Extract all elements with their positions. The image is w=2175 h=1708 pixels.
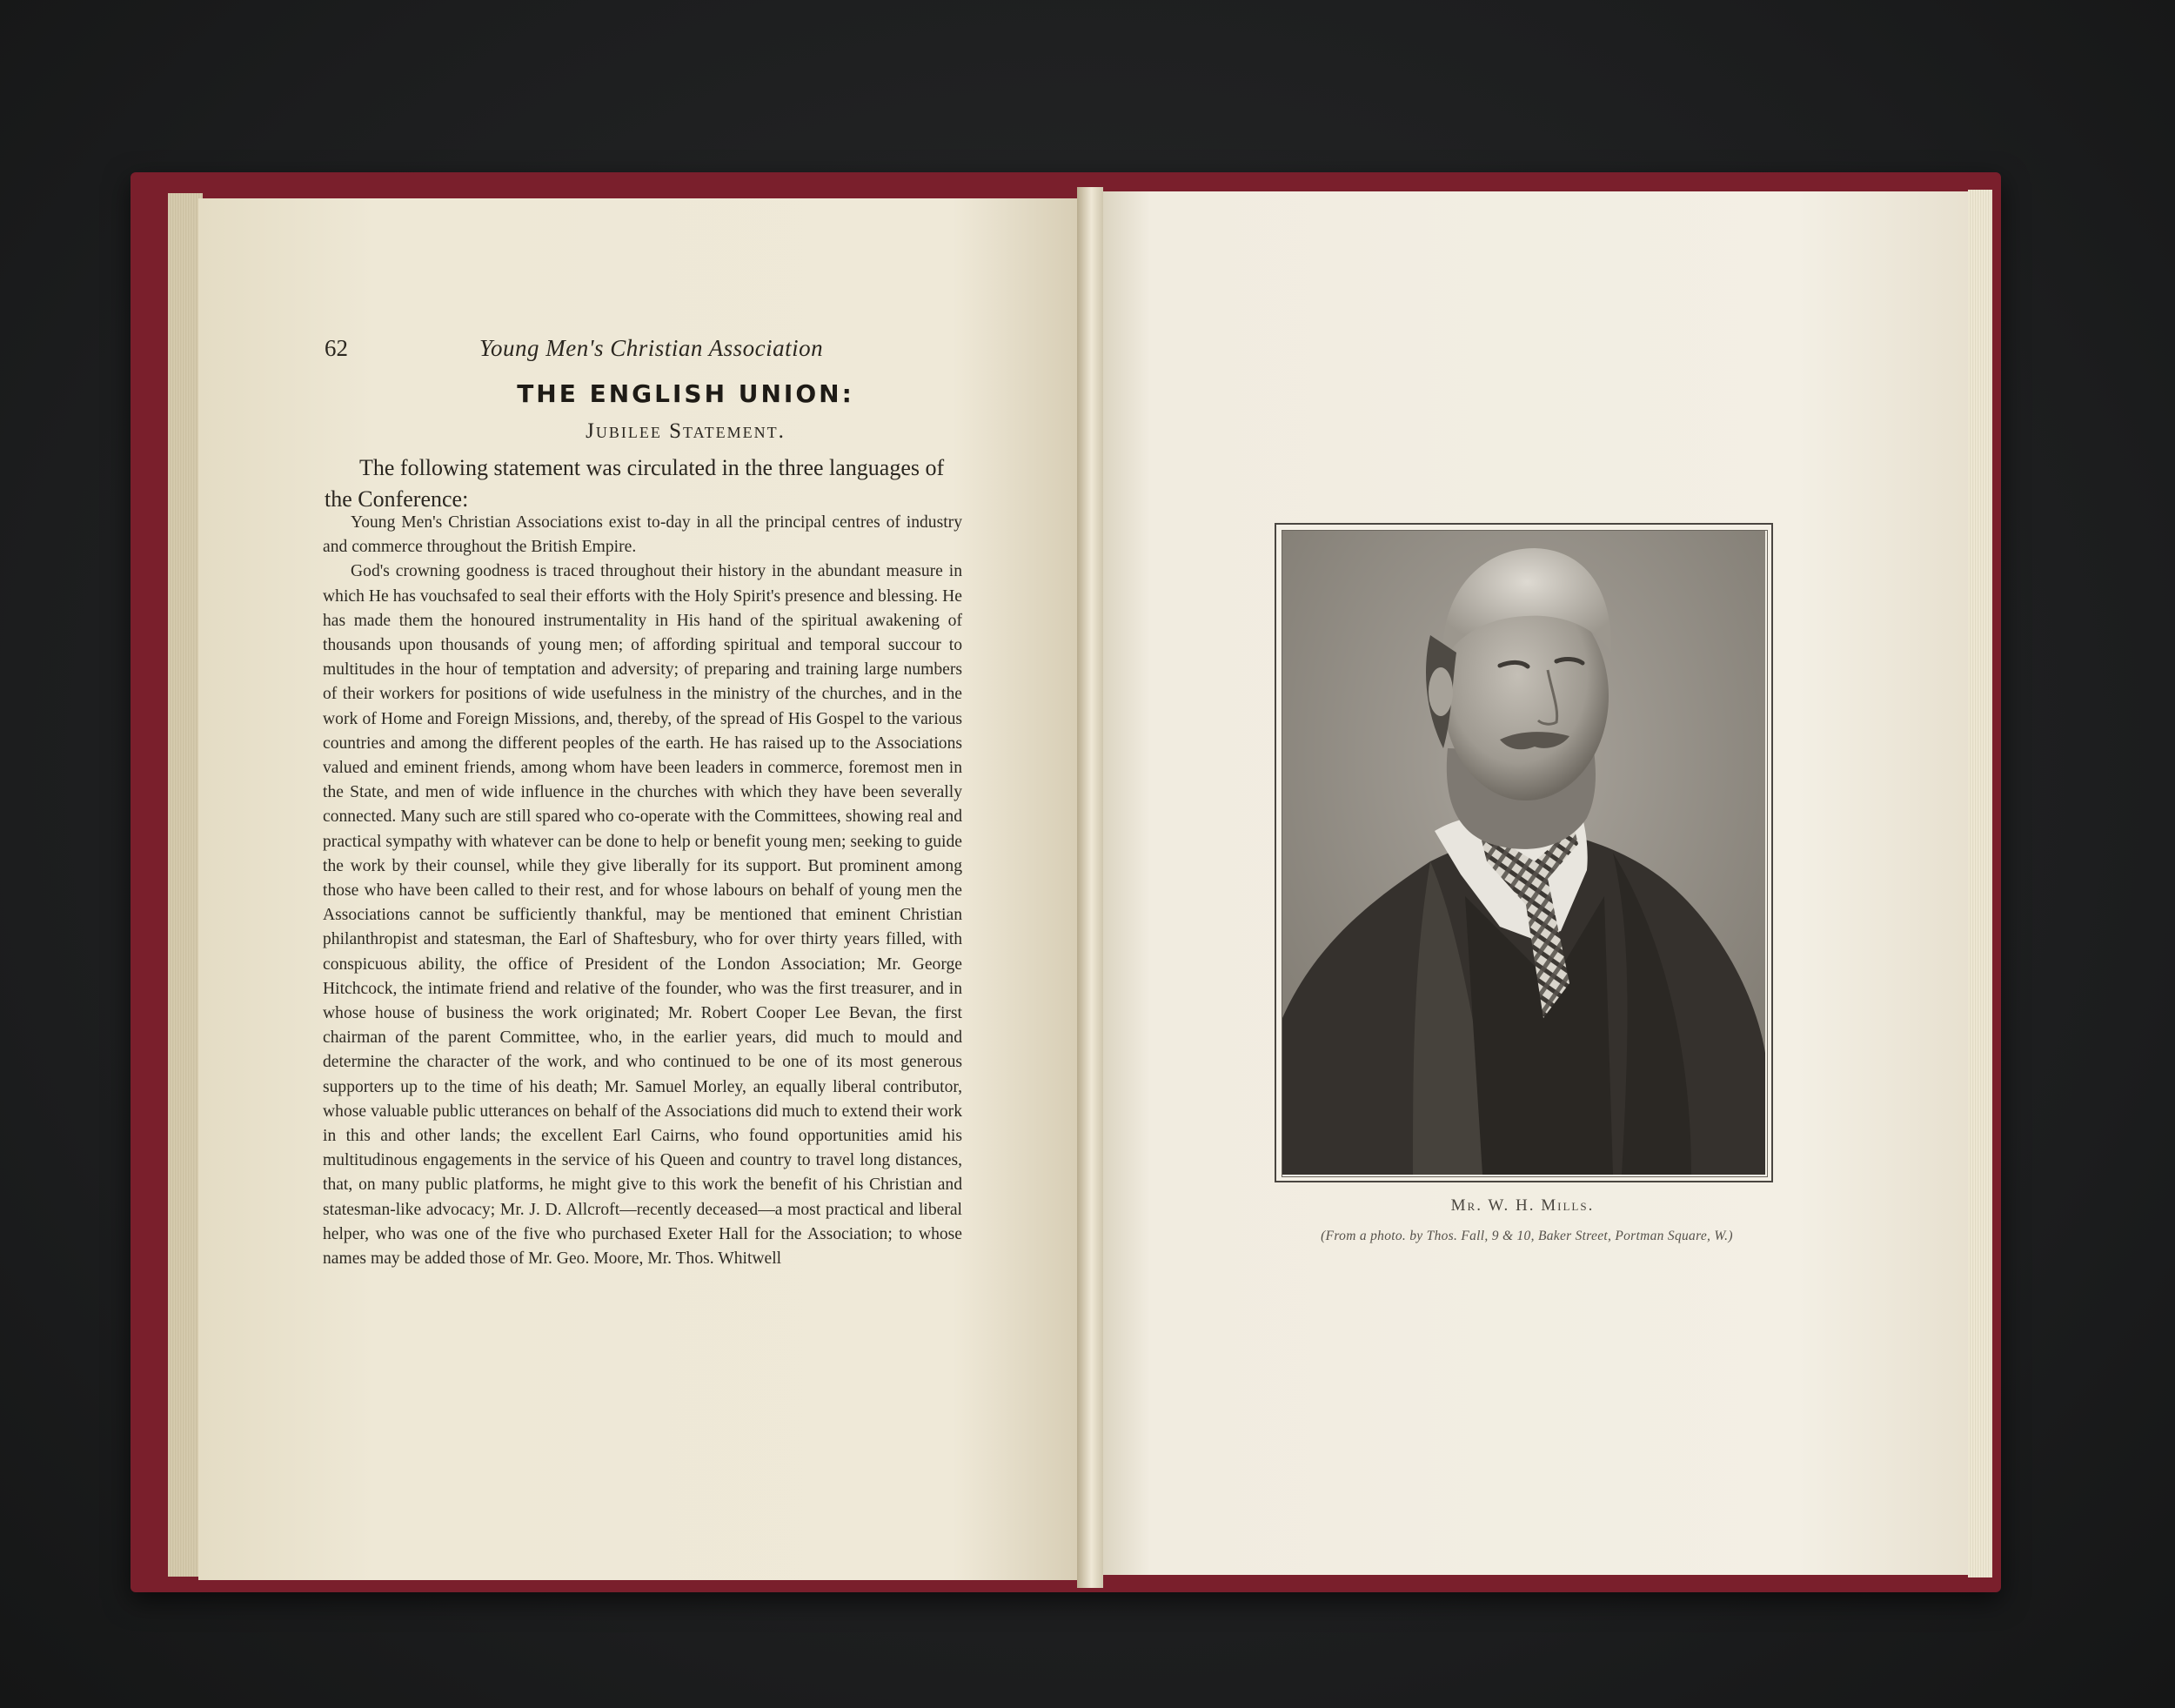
body-paragraph: God's crowning goodness is traced throughout their history in the abundant measure in which He has vouchsafed to seal their efforts with the Holy Spirit's presence and blessing. He has made them the honoured instrumentality in His hand of the spiritual awakening of thousands upon thousands of young men; of affording spiritual and temporal succour to multitudes in the hour of temptation and adversity; of preparing and training large numbers of their workers for positions of wide usefulness in the ministry of the churches, and in the work of Home and Foreign Missions, and, thereby, of the spread of His Gospel to the various countries and among the different peoples of the earth. He has raised up to the Associations valued and eminent friends, among whom have been leaders in commerce, foremost men in the State, and men of wide influence in the churches with which they have been severally connected. Many such are still spared who co-operate with the Committees, showing real and practical sympathy with whatever can be done to help or benefit young men; seeking to guide the work by their counsel, while they give liberally for its support. But prominent among those who have been called to their rest, and for whose labours on behalf of young men the Associations cannot be sufficiently thankful, may be mentioned that eminent Christian philanthropist and statesman, the Earl of Shaftesbury, who for over thirty years filled, with conspicuous ability, the office of President of the London Association; Mr. George Hitchcock, the intimate friend and relative of the founder, who was the first treasurer, and in whose house of business the work originated; Mr. Robert Cooper Lee Bevan, the first chairman of the parent Committee, who, in the earlier years, did much to mould and determine the character of the work, and who continued to be one of its most generous supporters up to the time of his death; Mr. Samuel Morley, an equally liberal contributor, whose valuable public utterances on behalf of the Associations did much to extend their work in this and other lands; the excellent Earl Cairns, who found opportunities amid his multitudinous engagements in the service of his Queen and country to travel long distances, that, on many public platforms, he might give to this work the benefit of his Christian and statesman-like advocacy; Mr. J. D. Allcroft—recently deceased—a most practical and liberal helper, who was one of the five who purchased Exeter Hall for the Association; to whose names may be added those of Mr. Geo. Moore, Mr. Thos. Whitwell	[323, 562, 962, 1269]
portrait-caption: Mr. W. H. Mills.	[1450, 1196, 1595, 1215]
portrait-photo	[1282, 531, 1765, 1175]
left-page-edges	[168, 193, 203, 1577]
right-page-edges	[1968, 190, 1992, 1577]
running-head	[325, 335, 1047, 365]
body-text	[323, 511, 962, 1271]
book-gutter	[1077, 187, 1103, 1588]
page-number: 62	[325, 335, 348, 361]
photo-credit: (From a photo. by Thos. Fall, 9 & 10, Baker Street, Portman Square, W.)	[1321, 1229, 1733, 1243]
chapter-title: THE ENGLISH UNION:	[517, 379, 854, 408]
ear	[1429, 667, 1453, 716]
body-paragraph: Young Men's Christian Associations exist to-day in all the principal centres of industry and commerce throughout the British Empire.	[323, 513, 962, 557]
intro-paragraph: The following statement was circulated in the three languages of the Conference:	[325, 455, 945, 512]
chapter-subtitle: Jubilee Statement.	[586, 419, 786, 443]
running-title: Young Men's Christian Association	[479, 335, 824, 361]
